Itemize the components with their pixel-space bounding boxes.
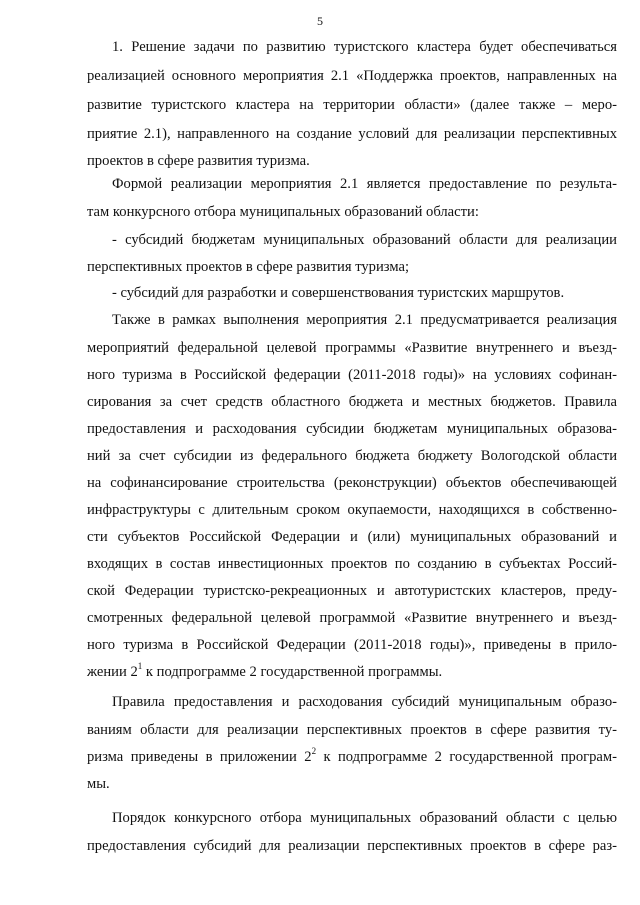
text-line: входящих в состав инвестиционных проектов по созданию в субъектах Россий-: [87, 556, 617, 572]
text-line: там конкурсного отбора муниципальных образований области:: [87, 204, 479, 220]
text-line: смотренных федеральной целевой программой «Развитие внутреннего и въезд-: [87, 610, 617, 626]
text-line: Правила предоставления и расходования субсидий муниципальным образо-: [112, 694, 617, 710]
text-line: ний за счет субсидии из федерального бюджета бюджету Вологодской области: [87, 448, 617, 464]
text-line: мероприятий федеральной целевой программы «Развитие внутреннего и въезд-: [87, 340, 617, 356]
text-line: развитие туристского кластера на территории области» (далее также – меро-: [87, 97, 617, 113]
text-line: - субсидий для разработки и совершенствования туристских маршрутов.: [112, 285, 565, 301]
text-line: приятие 2.1), направленного на создание условий для реализации перспективных: [87, 126, 617, 142]
text-line: перспективных проектов в сфере развития туризма;: [87, 259, 410, 275]
text-line: предоставления субсидий для реализации перспективных проектов в сфере раз-: [87, 838, 617, 854]
text-line: сирования за счет средств областного бюджета и местных бюджетов. Правила: [87, 394, 617, 410]
text-line: ного туризма в Российской федерации (2011-2018 годы)» на условиях софинан-: [87, 367, 617, 383]
text-line: - субсидий бюджетам муниципальных образований области для реализации: [112, 232, 617, 248]
text-line: ного туризма в Российской Федерации (2011-2018 годы)», приведены в прило-: [87, 637, 617, 653]
page-number: 5: [317, 14, 323, 28]
text-line: ризма приведены в приложении $2^2$ к подпрограмме 2 государственной програм-: [87, 746, 617, 765]
text-line: инфраструктуры с длительным сроком окупаемости, находящихся в собственно-: [87, 502, 617, 518]
text-line: реализацией основного мероприятия 2.1 «Поддержка проектов, направленных на: [87, 68, 617, 84]
text-line: Формой реализации мероприятия 2.1 является предоставление по результа-: [112, 176, 617, 192]
footnote-superscript: 2: [311, 746, 317, 757]
text-line: на софинансирование строительства (реконструкции) объектов обеспечивающей: [87, 475, 617, 491]
text-line: предоставления и расходования субсидии бюджетам муниципальных образова-: [87, 421, 617, 437]
text-line: жении $2^1$ к подпрограмме 2 государственной программы.: [87, 661, 443, 680]
text-line: Также в рамках выполнения мероприятия 2.1 предусматривается реализация: [112, 312, 617, 328]
text-line: проектов в сфере развития туризма.: [87, 153, 310, 169]
text-line: сти субъектов Российской Федерации и (или) муниципальных образований и: [87, 529, 617, 545]
text-line: ваниям области для реализации перспективных проектов в сфере развития ту-: [87, 722, 617, 738]
footnote-superscript: 1: [137, 661, 143, 672]
text-line: мы.: [87, 776, 110, 792]
text-line: Порядок конкурсного отбора муниципальных образований области с целью: [112, 810, 617, 826]
text-line: 1. Решение задачи по развитию туристского кластера будет обеспечиваться: [112, 39, 617, 55]
text-line: ской Федерации туристско-рекреационных и автотуристских кластеров, преду-: [87, 583, 617, 599]
